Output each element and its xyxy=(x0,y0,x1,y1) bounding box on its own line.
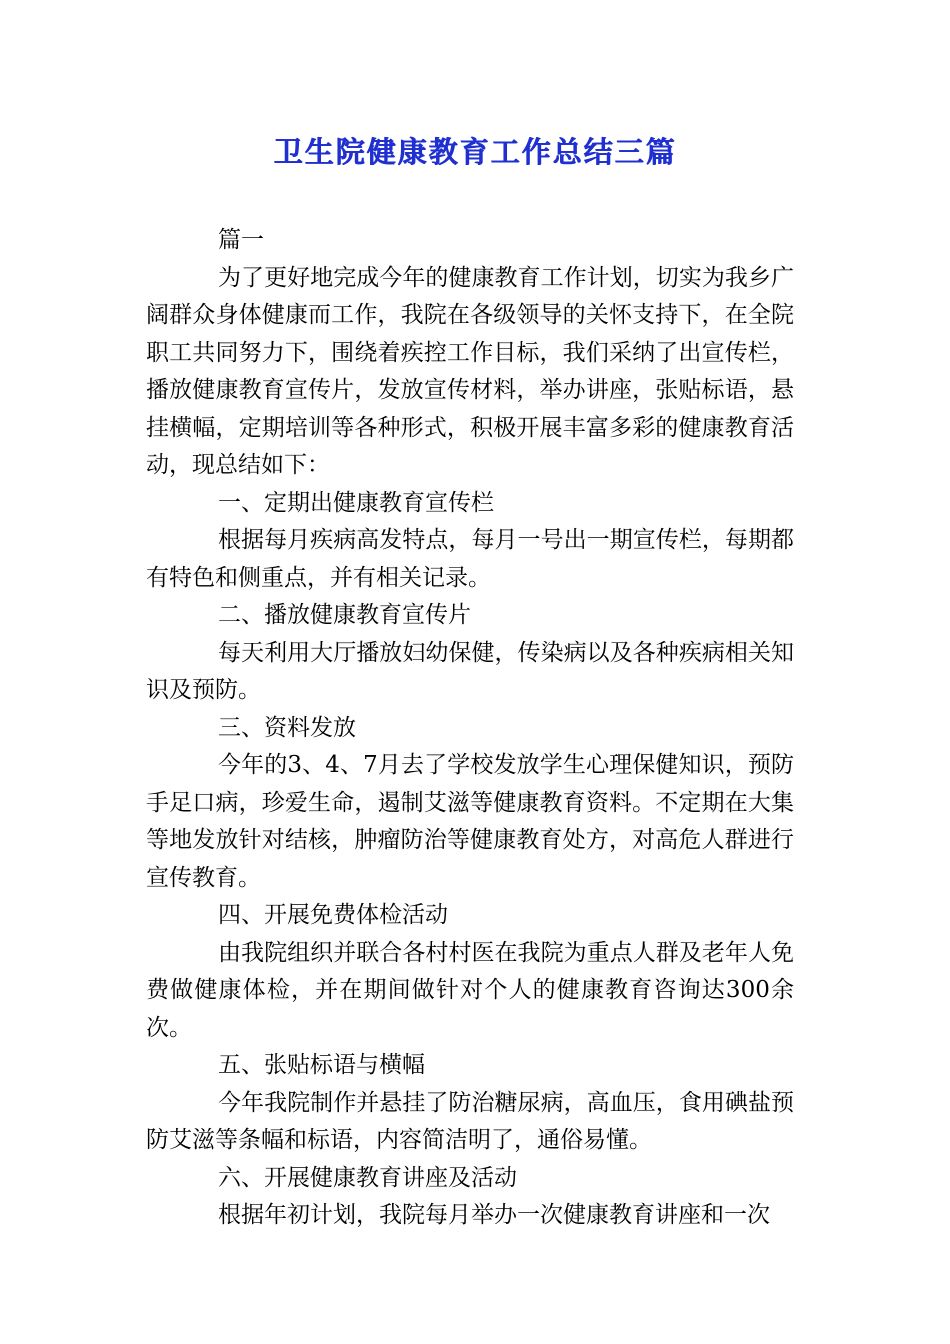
section-heading-2: 二、播放健康教育宣传片 xyxy=(218,602,471,628)
section-heading-4: 四、开展免费体检活动 xyxy=(218,902,448,928)
section-heading-1: 一、定期出健康教育宣传栏 xyxy=(218,489,494,516)
section-heading-3: 三、资料发放 xyxy=(218,714,356,741)
section-paragraph-1: 根据每月疾病高发特点，每月一号出一期宣传栏，每期都有特色和侧重点，并有相关记录。 xyxy=(146,527,794,591)
section-paragraph-3: 今年的3、4、7月去了学校发放学生心理保健知识，预防手足口病，珍爱生命，遏制艾滋等健康教育资料。不定期在大集等地发放针对结核，肿瘤防治等健康教育处方，对高危人群进行宣传教育。 xyxy=(146,752,794,891)
section-paragraph-4: 由我院组织并联合各村村医在我院为重点人群及老年人免费做健康体检，并在期间做针对个人的健康教育咨询达300余次。 xyxy=(146,939,794,1041)
section-paragraph-6: 根据年初计划，我院每月举办一次健康教育讲座和一次 xyxy=(218,1202,770,1228)
document-title: 卫生院健康教育工作总结三篇 xyxy=(273,135,677,169)
section-heading-5: 五、张贴标语与横幅 xyxy=(218,1052,425,1078)
section-heading-part-one: 篇一 xyxy=(218,227,264,253)
document-body xyxy=(146,222,794,1235)
section-paragraph-2: 每天利用大厅播放妇幼保健，传染病以及各种疾病相关知识及预防。 xyxy=(146,639,794,703)
section-paragraph-5: 今年我院制作并悬挂了防治糖尿病，高血压，食用碘盐预防艾滋等条幅和标语，内容简洁明了，通俗易懂。 xyxy=(146,1089,794,1153)
section-heading-6: 六、开展健康教育讲座及活动 xyxy=(218,1164,517,1191)
intro-paragraph: 为了更好地完成今年的健康教育工作计划，切实为我乡广阔群众身体健康而工作，我院在各级领导的关怀支持下，在全院职工共同努力下，围绕着疾控工作目标，我们采纳了出宣传栏，播放健康教育宣传片，发放宣传材料，举办讲座，张贴标语，悬挂横幅，定期培训等各种形式，积极开展丰富多彩的健康教育活动，现总结如下： xyxy=(146,264,794,478)
